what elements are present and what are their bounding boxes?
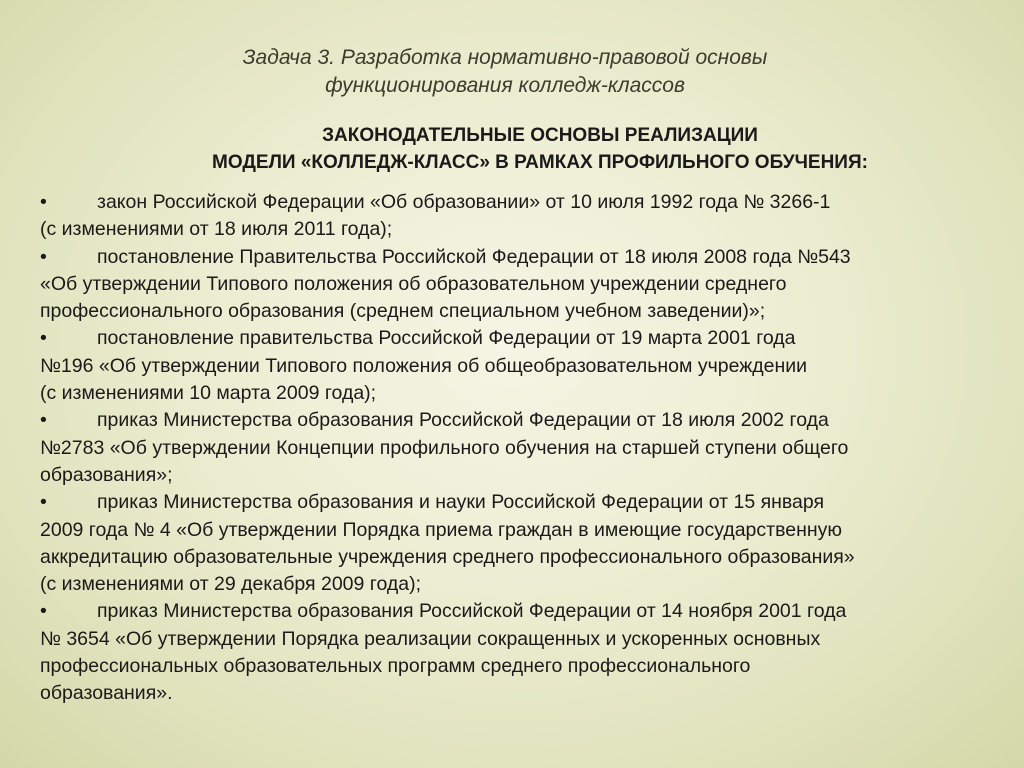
list-item-first-line (40, 189, 1000, 216)
section-heading (130, 122, 950, 176)
task-title-line-1: Задача 3. Разработка нормативно-правовой основы (242, 46, 768, 69)
section-heading-line-2: МОДЕЛИ «КОЛЛЕДЖ-КЛАСС» В РАМКАХ ПРОФИЛЬНОГО ОБУЧЕНИЯ: (212, 152, 868, 173)
task-title-line-2: функционирования колледж-классов (325, 74, 685, 97)
list-item (40, 489, 1000, 598)
list-item-continuation: профессиональных образовательных программ среднего профессионального (40, 655, 751, 678)
bullet-icon: • (40, 327, 47, 350)
list-item-first-line (40, 325, 1000, 352)
list-item-first-line (40, 407, 1000, 434)
list-item-continuation: образования». (40, 682, 173, 705)
list-item-first-line (40, 489, 1000, 516)
list-item-continuation: №196 «Об утверждении Типового положения об общеобразовательном учреждении (40, 354, 808, 377)
list-item-continuation: 2009 года № 4 «Об утверждении Порядка приема граждан в имеющие государственную (40, 518, 842, 541)
list-item (40, 325, 1000, 407)
list-item-continuation: профессионального образования (среднем специальном учебном заведении)»; (40, 300, 766, 323)
section-heading-line-1: ЗАКОНОДАТЕЛЬНЫЕ ОСНОВЫ РЕАЛИЗАЦИИ (322, 125, 758, 146)
list-item (40, 244, 1000, 326)
list-item-text: приказ Министерства образования и науки Российской Федерации от 15 января (97, 491, 825, 514)
list-item-continuation: «Об утверждении Типового положения об образовательном учреждении среднего (40, 272, 787, 295)
list-item-continuation: (с изменениями 10 марта 2009 года); (40, 382, 377, 405)
bullet-icon: • (40, 491, 47, 514)
list-item-text: приказ Министерства образования Российской Федерации от 18 июля 2002 года (97, 409, 829, 432)
list-item (40, 598, 1000, 707)
list-item-first-line (40, 598, 1000, 625)
list-item-text: закон Российской Федерации «Об образовании» от 10 июля 1992 года № 3266-1 (97, 191, 831, 213)
list-item (40, 407, 1000, 489)
list-item-continuation: № 3654 «Об утверждении Порядка реализации сокращенных и ускоренных основных (40, 627, 821, 650)
list-item (40, 189, 1000, 244)
list-item-continuation: (с изменениями от 29 декабря 2009 года); (40, 573, 422, 596)
task-title (0, 44, 1010, 100)
list-item-text: постановление Правительства Российской Федерации от 18 июля 2008 года №543 (97, 245, 851, 268)
legal-documents-list (40, 189, 1000, 708)
list-item-continuation: (с изменениями от 18 июля 2011 года); (40, 218, 393, 241)
list-item-continuation: аккредитацию образовательные учреждения среднего профессионального образования» (40, 545, 855, 568)
list-item-continuation: образования»; (40, 463, 173, 486)
bullet-icon: • (40, 191, 47, 213)
list-item-text: постановление правительства Российской Федерации от 19 марта 2001 года (97, 327, 796, 350)
list-item-first-line (40, 244, 1000, 271)
bullet-icon: • (40, 245, 47, 268)
bullet-icon: • (40, 409, 47, 432)
list-item-text: приказ Министерства образования Российской Федерации от 14 ноября 2001 года (97, 600, 847, 623)
bullet-icon: • (40, 600, 47, 623)
list-item-continuation: №2783 «Об утверждении Концепции профильного обучения на старшей ступени общего (40, 436, 849, 459)
